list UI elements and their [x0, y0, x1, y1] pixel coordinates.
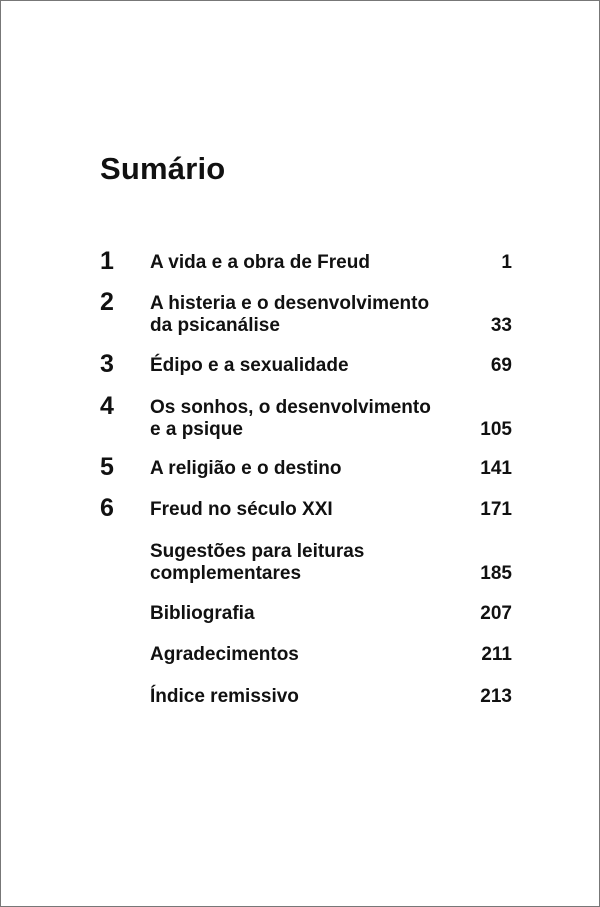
section-title: [150, 541, 450, 585]
page-number: 69: [490, 355, 512, 376]
page-number: 185: [480, 563, 512, 584]
section-title-line: Sugestões para leituras: [150, 541, 365, 562]
section-title: [150, 603, 450, 625]
chapter-number: 6: [100, 494, 114, 522]
page-number: 141: [480, 458, 512, 479]
section-title-line: Agradecimentos: [150, 644, 299, 665]
chapter-title: [150, 252, 450, 274]
page-number: 207: [480, 603, 512, 624]
chapter-title-line: Édipo e a sexualidade: [150, 355, 349, 376]
section-title-line: Índice remissivo: [150, 686, 299, 707]
page-number: 213: [480, 686, 512, 707]
chapter-title-line: e a psique: [150, 419, 243, 440]
page-number: 211: [481, 644, 512, 665]
chapter-title-line: Freud no século XXI: [150, 499, 333, 520]
section-title-line: Bibliografia: [150, 603, 255, 624]
page-title: Sumário: [100, 151, 226, 186]
chapter-title: [150, 458, 450, 480]
chapter-title-line: A religião e o destino: [150, 458, 342, 479]
page-number: 33: [490, 315, 512, 336]
chapter-title: [150, 397, 450, 441]
section-title: [150, 644, 450, 666]
chapter-title-line: A histeria e o desenvolvimento: [150, 293, 430, 314]
chapter-title-line: A vida e a obra de Freud: [150, 252, 370, 273]
chapter-title-line: Os sonhos, o desenvolvimento: [150, 397, 431, 418]
chapter-title-line: da psicanálise: [150, 315, 280, 336]
chapter-number: 2: [100, 288, 114, 316]
chapter-number: 3: [100, 350, 114, 378]
chapter-title: [150, 293, 450, 337]
section-title: [150, 686, 450, 708]
chapter-number: 5: [100, 453, 114, 481]
chapter-title: [150, 355, 450, 377]
chapter-number: 4: [100, 392, 114, 420]
page-number: 105: [480, 419, 512, 440]
section-title-line: complementares: [150, 563, 302, 584]
chapter-title: [150, 499, 450, 521]
chapter-number: 1: [100, 247, 114, 275]
page-number: 1: [501, 252, 512, 273]
page-number: 171: [480, 499, 512, 520]
